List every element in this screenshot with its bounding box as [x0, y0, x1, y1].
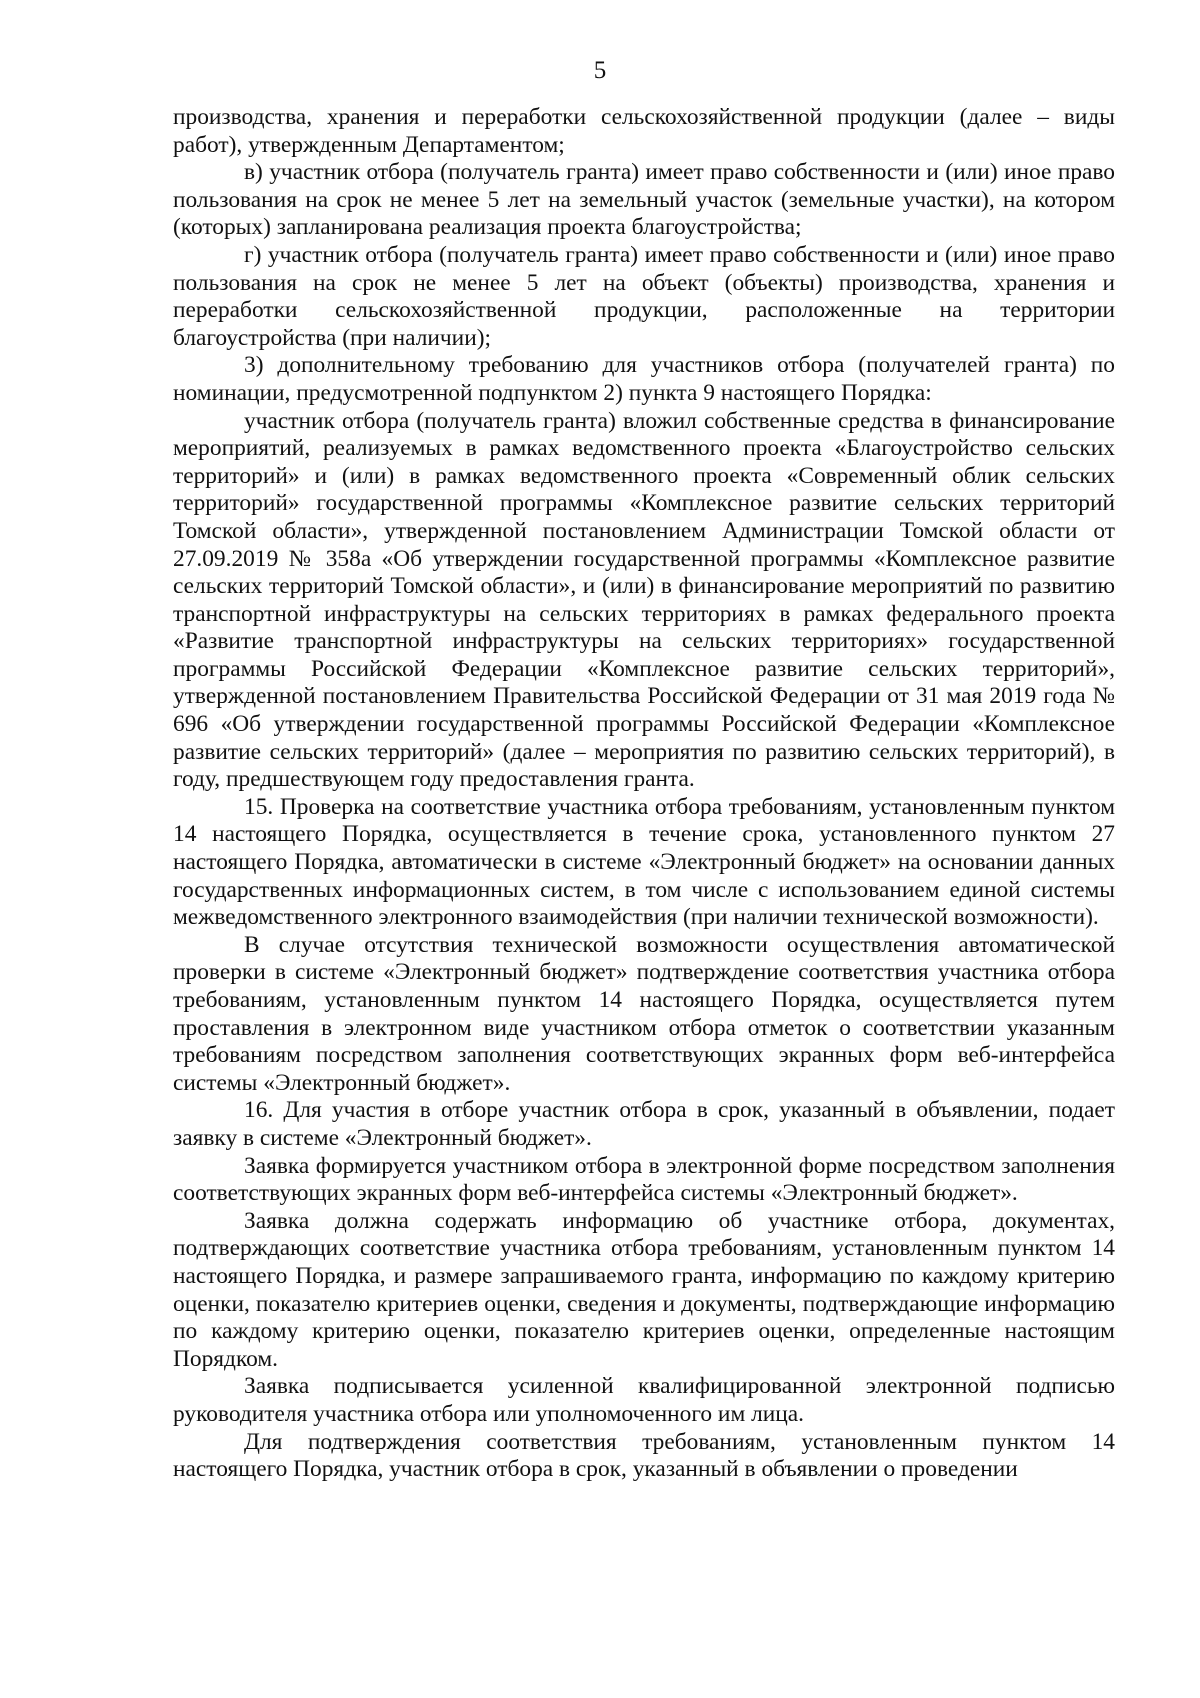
paragraph-application-form: Заявка формируется участником отбора в электронной форме посредством заполнения соответствующих экранных форм веб-интерфейса системы «Электронный бюджет». [173, 1152, 1115, 1207]
paragraph-15: 15. Проверка на соответствие участника отбора требованиям, установленным пунктом 14 настоящего Порядка, осуществляется в течение срока, установленного пунктом 27 настоящего Порядка, автоматически в системе «Электронный бюджет» на основании данных государственных информационных систем, в том числе с использованием единой системы межведомственного электронного взаимодействия (при наличии технической возможности). [173, 793, 1115, 931]
paragraph-application-content: Заявка должна содержать информацию об участнике отбора, документах, подтверждающих соответствие участника отбора требованиям, установленным пунктом 14 настоящего Порядка, и размере запрашиваемого гранта, информацию по каждому критерию оценки, показателю критериев оценки, сведения и документы, подтверждающие информацию по каждому критерию оценки, показателю критериев оценки, определенные настоящим Порядком. [173, 1207, 1115, 1372]
page-number: 5 [593, 57, 607, 84]
paragraph-manual-check: В случае отсутствия технической возможности осуществления автоматической проверки в системе «Электронный бюджет» подтверждение соответствия участника отбора требованиям, установленным пунктом 14 настоящего Порядка, осуществляется путем проставления в электронном виде участником отбора отметок о соответствии указанным требованиям посредством заполнения соответствующих экранных форм веб-интерфейса системы «Электронный бюджет». [173, 931, 1115, 1096]
paragraph-participant-funds: участник отбора (получатель гранта) вложил собственные средства в финансирование мероприятий, реализуемых в рамках ведомственного проекта «Благоустройство сельских территорий» и (или) в рамках ведомственного проекта «Современный облик сельских территорий» государственной программы «Комплексное развитие сельских территорий Томской области», утвержденной постановлением Администрации Томской области от 27.09.2019 № 358а «Об утверждении государственной программы «Комплексное развитие сельских территорий Томской области», и (или) в финансирование мероприятий по развитию транспортной инфраструктуры на сельских территориях в рамках федерального проекта «Развитие транспортной инфраструктуры на сельских территориях» государственной программы Российской Федерации «Комплексное развитие сельских территорий», утвержденной постановлением Правительства Российской Федерации от 31 мая 2019 года № 696 «Об утверждении государственной программы Российской Федерации «Комплексное развитие сельских территорий» (далее – мероприятия по развитию сельских территорий), в году, предшествующем году предоставления гранта. [173, 407, 1115, 793]
paragraph-item-3: 3) дополнительному требованию для участников отбора (получателей гранта) по номинации, предусмотренной подпунктом 2) пункта 9 настоящего Порядка: [173, 352, 1115, 406]
document-body [173, 104, 1115, 1484]
paragraph-confirmation: Для подтверждения соответствия требованиям, установленным пунктом 14 настоящего Порядка, участник отбора в срок, указанный в объявлении о проведении [173, 1428, 1115, 1483]
paragraph-continuation: производства, хранения и переработки сельскохозяйственной продукции (далее – виды работ), утвержденным Департаментом; [173, 104, 1115, 158]
paragraph-application-signature: Заявка подписывается усиленной квалифицированной электронной подписью руководителя участника отбора или уполномоченного им лица. [173, 1373, 1115, 1427]
paragraph-item-g: г) участник отбора (получатель гранта) имеет право собственности и (или) иное право пользования на срок не менее 5 лет на объект (объекты) производства, хранения и переработки сельскохозяйственной продукции, расположенные на территории благоустройства (при наличии); [173, 241, 1115, 351]
paragraph-item-v: в) участник отбора (получатель гранта) имеет право собственности и (или) иное право пользования на срок не менее 5 лет на земельный участок (земельные участки), на котором (которых) запланирована реализация проекта благоустройства; [173, 159, 1115, 241]
paragraph-16: 16. Для участия в отборе участник отбора в срок, указанный в объявлении, подает заявку в системе «Электронный бюджет». [173, 1097, 1115, 1151]
